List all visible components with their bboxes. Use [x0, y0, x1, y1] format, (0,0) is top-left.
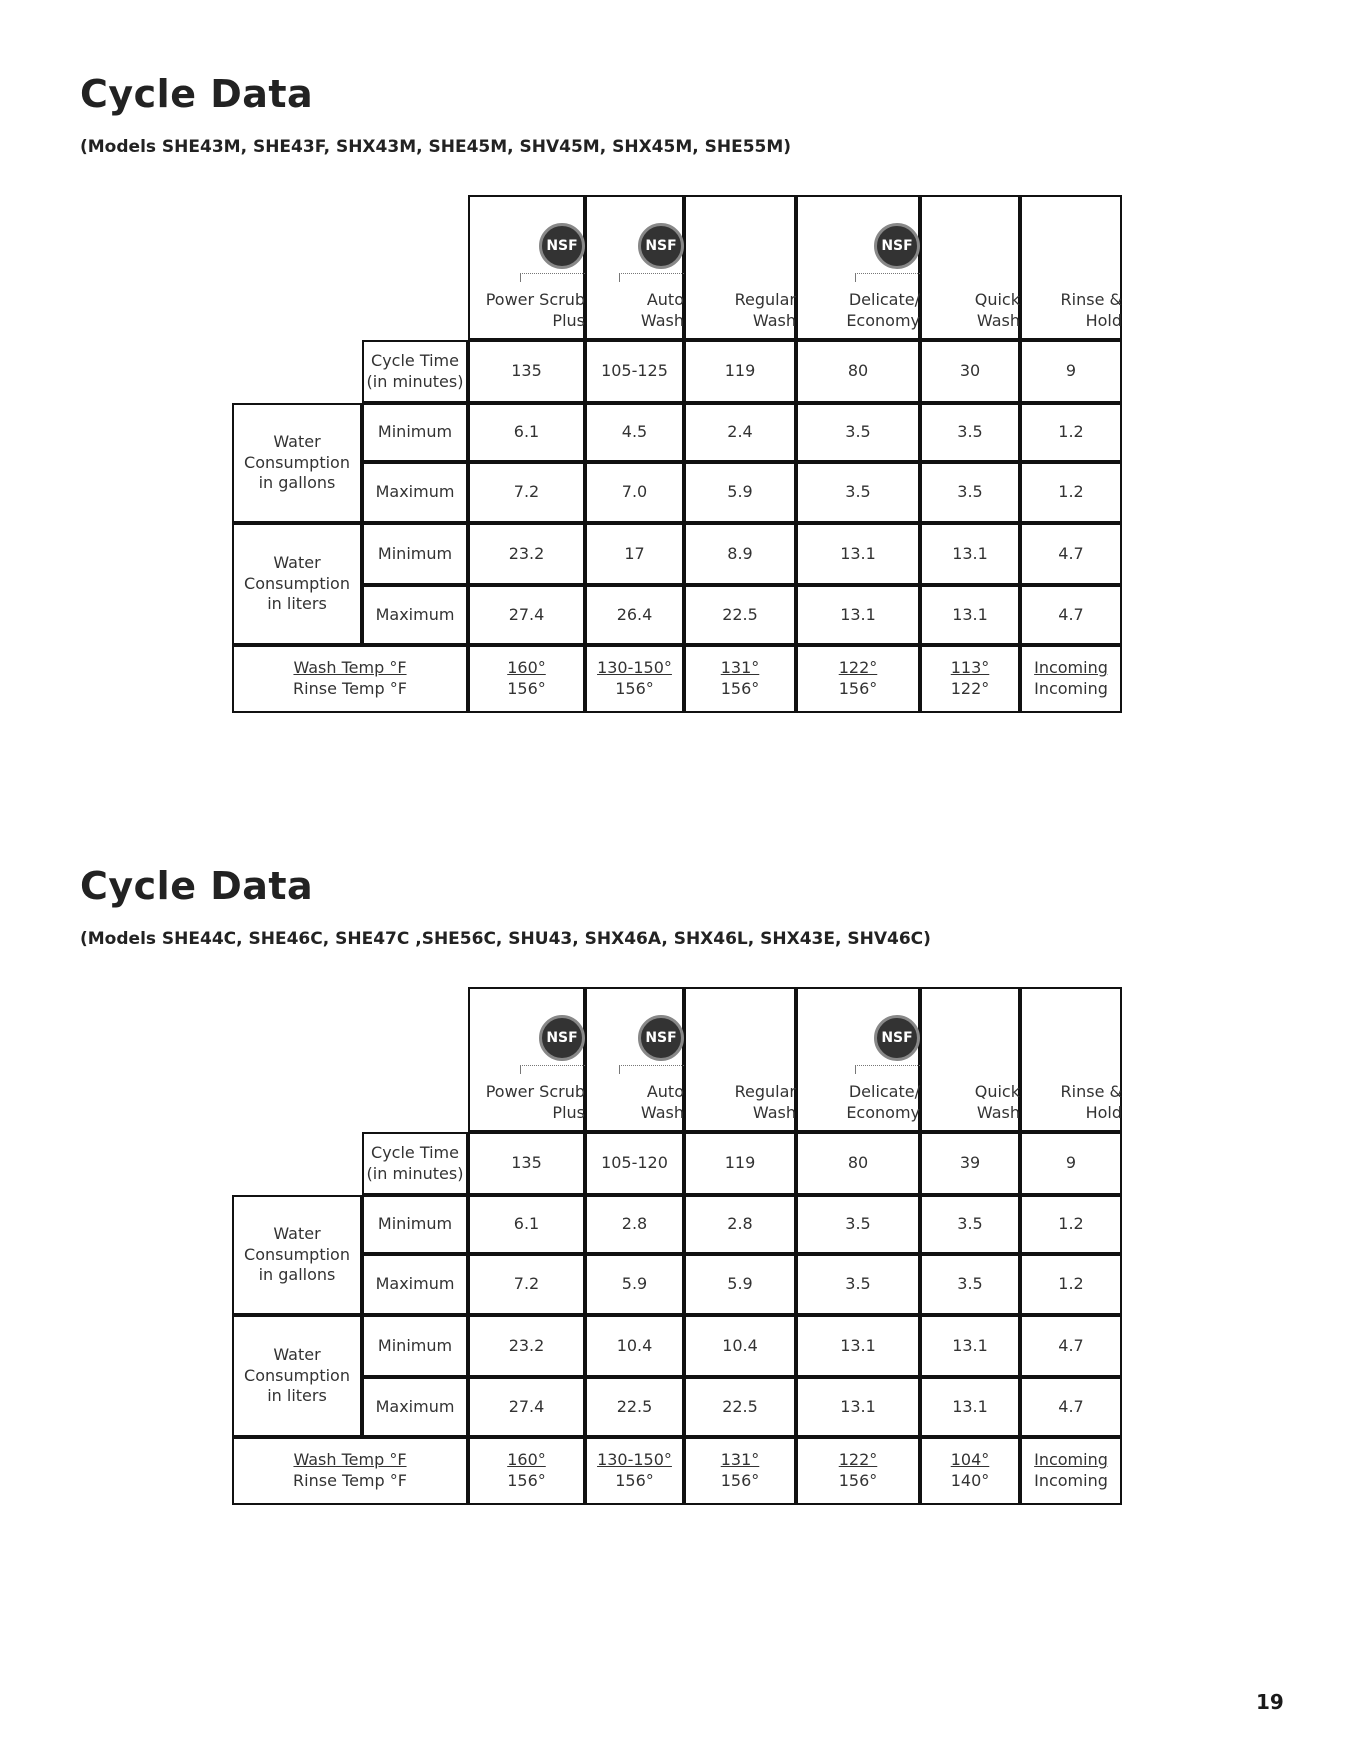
liters-max-value: [684, 585, 796, 645]
max-label: [362, 1254, 468, 1315]
liters-group-label-line: Consumption: [244, 573, 350, 593]
gallons-group-label-line: Consumption: [244, 452, 350, 472]
liters-group-label-line: Water: [273, 552, 321, 572]
liters-max-value: [684, 1377, 796, 1437]
liters-min-value: [920, 523, 1020, 585]
liters-max-value-text: 13.1: [952, 604, 988, 624]
cycle-time-value-text: 80: [847, 1153, 869, 1173]
nsf-certified-icon: NSF: [638, 1015, 684, 1061]
column-label: Delicate/: [848, 290, 920, 310]
gallons-min-value: [796, 1195, 920, 1254]
gallons-max-value: [684, 462, 796, 523]
gallons-min-value-text: 3.5: [845, 422, 871, 442]
temp-value-line: 131°: [720, 1450, 760, 1470]
cycle-time-value-text: 30: [959, 361, 981, 381]
cycle-time-label-line: Cycle Time: [371, 1142, 459, 1162]
liters-max-value: [1020, 1377, 1122, 1437]
gallons-group-label-line: in gallons: [258, 473, 336, 493]
liters-max-value-text: 13.1: [840, 604, 876, 624]
min-label: [362, 1195, 468, 1254]
column-label: Hold: [1085, 311, 1122, 331]
temp-value-line: 104°: [950, 1450, 990, 1470]
column-label: Wash: [640, 1103, 684, 1123]
cycle-time-value: [585, 1132, 684, 1195]
cycle-time-value-text: 9: [1065, 1153, 1077, 1173]
cycle-time-value: [796, 340, 920, 403]
gallons-min-value: [1020, 1195, 1122, 1254]
liters-min-value-text: 8.9: [727, 543, 753, 563]
gallons-max-value-text: 5.9: [727, 482, 753, 502]
gallons-group-label-line: Consumption: [244, 1244, 350, 1264]
nsf-caption-mark: [855, 1065, 920, 1074]
models-list: (Models SHE44C, SHE46C, SHE47C ,SHE56C, SHU43, SHX46A, SHX46L, SHX43E, SHV46C): [80, 929, 931, 949]
liters-min-value-text: 4.7: [1058, 543, 1084, 563]
cycle-time-value-text: 105-120: [601, 1153, 668, 1173]
cycle-time-value-text: 119: [724, 1153, 756, 1173]
column-header: [796, 195, 920, 340]
temp-value-line: 160°: [507, 1450, 546, 1470]
liters-group-label-line: in liters: [267, 1386, 327, 1406]
cycle-time-value: [920, 1132, 1020, 1195]
liters-min-value-text: 10.4: [616, 1335, 653, 1355]
gallons-min-value: [468, 403, 585, 462]
column-label: Economy: [846, 1103, 920, 1123]
cycle-time-value-text: 135: [511, 361, 542, 381]
gallons-max-value-text: 7.0: [621, 482, 648, 502]
nsf-certified-icon: NSF: [539, 223, 585, 269]
cycle-time-value-text: 39: [959, 1153, 981, 1173]
column-header: [920, 195, 1020, 340]
gallons-max-value-text: 1.2: [1058, 1274, 1084, 1294]
gallons-max-value: [468, 462, 585, 523]
liters-max-value: [920, 1377, 1020, 1437]
column-label: Regular: [734, 290, 796, 310]
temp-label: [232, 645, 468, 713]
gallons-min-value-text: 3.5: [845, 1214, 871, 1234]
max-label-text: Maximum: [375, 482, 455, 502]
temp-value-line: Incoming: [1034, 679, 1108, 698]
temp-value: [468, 1437, 585, 1505]
liters-max-value-text: 27.4: [508, 604, 545, 624]
liters-min-value: [585, 523, 684, 585]
cycle-time-value: [796, 1132, 920, 1195]
min-label-text: Minimum: [377, 1335, 453, 1355]
gallons-group-label-line: Water: [273, 1223, 321, 1243]
section-title: Cycle Data: [80, 72, 314, 116]
temp-value-line: 156°: [507, 1471, 546, 1490]
liters-min-value-text: 10.4: [722, 1335, 758, 1355]
liters-max-value-text: 4.7: [1058, 604, 1084, 624]
liters-max-value-text: 27.4: [508, 1396, 545, 1416]
liters-max-value: [920, 585, 1020, 645]
nsf-caption-mark: [619, 1065, 684, 1074]
liters-min-value: [920, 1315, 1020, 1377]
cycle-time-label-line: (in minutes): [366, 1163, 464, 1183]
gallons-group-label: [232, 1195, 362, 1315]
gallons-max-value-text: 7.2: [513, 482, 540, 502]
temp-value: [585, 1437, 684, 1505]
cycle-time-value: [684, 340, 796, 403]
temp-label-line: Wash Temp °F: [293, 658, 407, 678]
liters-min-value: [585, 1315, 684, 1377]
gallons-min-value: [796, 403, 920, 462]
temp-value-line: 156°: [838, 1471, 878, 1490]
gallons-min-value-text: 4.5: [621, 422, 648, 442]
temp-value-line: 130-150°: [597, 1450, 672, 1470]
liters-max-value-text: 4.7: [1058, 1396, 1084, 1416]
liters-group-label: [232, 523, 362, 645]
temp-label: [232, 1437, 468, 1505]
gallons-max-value: [585, 462, 684, 523]
gallons-max-value-text: 3.5: [957, 482, 983, 502]
gallons-min-value-text: 3.5: [957, 1214, 983, 1234]
liters-max-value: [796, 585, 920, 645]
gallons-min-value-text: 2.4: [727, 422, 753, 442]
liters-max-value: [585, 585, 684, 645]
liters-max-value: [468, 585, 585, 645]
gallons-max-value: [1020, 462, 1122, 523]
nsf-certified-icon: NSF: [539, 1015, 585, 1061]
gallons-max-value: [796, 1254, 920, 1315]
temp-value-line: 122°: [838, 658, 878, 678]
temp-value: [684, 1437, 796, 1505]
temp-value-line: 122°: [838, 1450, 878, 1470]
liters-min-value-text: 13.1: [952, 1335, 988, 1355]
gallons-min-value-text: 3.5: [957, 422, 983, 442]
temp-value-line: 156°: [720, 1471, 760, 1490]
max-label-text: Maximum: [375, 1274, 455, 1294]
temp-value-line: 131°: [720, 658, 760, 678]
cycle-time-label-line: (in minutes): [366, 371, 464, 391]
column-label: Wash: [976, 311, 1020, 331]
temp-value-line: 156°: [615, 1471, 654, 1490]
temp-label-line: Wash Temp °F: [293, 1450, 407, 1470]
cycle-time-value: [1020, 1132, 1122, 1195]
cycle-time-value-text: 9: [1065, 361, 1077, 381]
column-label: Plus: [552, 311, 585, 331]
gallons-max-value-text: 3.5: [957, 1274, 983, 1294]
liters-max-value: [468, 1377, 585, 1437]
liters-max-value-text: 22.5: [722, 1396, 758, 1416]
temp-value: [796, 645, 920, 713]
temp-label-line: Rinse Temp °F: [293, 1471, 407, 1490]
liters-min-value: [1020, 523, 1122, 585]
column-label: Wash: [976, 1103, 1020, 1123]
gallons-max-value: [684, 1254, 796, 1315]
gallons-max-value-text: 7.2: [513, 1274, 540, 1294]
column-label: Regular: [734, 1082, 796, 1102]
gallons-max-value: [1020, 1254, 1122, 1315]
liters-min-value-text: 13.1: [840, 543, 876, 563]
gallons-min-value: [920, 1195, 1020, 1254]
temp-value: [1020, 1437, 1122, 1505]
liters-max-value-text: 13.1: [952, 1396, 988, 1416]
gallons-min-value-text: 2.8: [621, 1214, 648, 1234]
gallons-max-value-text: 1.2: [1058, 482, 1084, 502]
liters-max-value: [585, 1377, 684, 1437]
nsf-certified-icon: NSF: [874, 1015, 920, 1061]
column-label: Wash: [752, 1103, 796, 1123]
gallons-min-value: [684, 1195, 796, 1254]
column-header: [1020, 195, 1122, 340]
column-label: Power Scrub: [485, 290, 585, 310]
column-label: Power Scrub: [485, 1082, 585, 1102]
gallons-max-value: [796, 462, 920, 523]
gallons-max-value-text: 3.5: [845, 482, 871, 502]
max-label: [362, 462, 468, 523]
max-label-text: Maximum: [375, 604, 455, 624]
temp-value: [468, 645, 585, 713]
column-header: [684, 195, 796, 340]
column-header: [684, 987, 796, 1132]
temp-value: [1020, 645, 1122, 713]
column-label: Auto: [646, 1082, 684, 1102]
liters-max-value-text: 13.1: [840, 1396, 876, 1416]
liters-group-label-line: Water: [273, 1344, 321, 1364]
gallons-group-label-line: in gallons: [258, 1265, 336, 1285]
column-label: Rinse &: [1060, 1082, 1122, 1102]
temp-label-line: Rinse Temp °F: [293, 679, 407, 698]
min-label-text: Minimum: [377, 543, 453, 563]
gallons-max-value-text: 5.9: [621, 1274, 648, 1294]
column-label: Economy: [846, 311, 920, 331]
liters-min-value: [1020, 1315, 1122, 1377]
max-label-text: Maximum: [375, 1396, 455, 1416]
liters-min-value-text: 13.1: [840, 1335, 876, 1355]
temp-value-line: 140°: [950, 1471, 990, 1490]
liters-max-value-text: 26.4: [616, 604, 653, 624]
column-label: Auto: [646, 290, 684, 310]
liters-min-value: [468, 1315, 585, 1377]
column-header: [468, 195, 585, 340]
max-label: [362, 1377, 468, 1437]
column-header: [920, 987, 1020, 1132]
liters-group-label-line: Consumption: [244, 1365, 350, 1385]
column-header: [468, 987, 585, 1132]
nsf-caption-mark: [855, 273, 920, 282]
cycle-time-value: [684, 1132, 796, 1195]
column-header: [585, 987, 684, 1132]
column-label: Delicate/: [848, 1082, 920, 1102]
nsf-caption-mark: [520, 273, 585, 282]
liters-group-label: [232, 1315, 362, 1437]
column-label: Rinse &: [1060, 290, 1122, 310]
section-title: Cycle Data: [80, 864, 314, 908]
temp-value-line: Incoming: [1034, 1471, 1108, 1490]
liters-min-value: [684, 1315, 796, 1377]
gallons-min-value: [684, 403, 796, 462]
column-label: Wash: [752, 311, 796, 331]
gallons-max-value-text: 3.5: [845, 1274, 871, 1294]
cycle-time-value-text: 135: [511, 1153, 542, 1173]
gallons-max-value: [468, 1254, 585, 1315]
gallons-min-value: [585, 1195, 684, 1254]
min-label: [362, 1315, 468, 1377]
page-number: 19: [1256, 1690, 1284, 1714]
temp-value-line: Incoming: [1034, 658, 1108, 678]
column-label: Wash: [640, 311, 684, 331]
models-list: (Models SHE43M, SHE43F, SHX43M, SHE45M, SHV45M, SHX45M, SHE55M): [80, 137, 792, 157]
liters-min-value-text: 4.7: [1058, 1335, 1084, 1355]
cycle-time-value: [468, 1132, 585, 1195]
temp-value-line: 156°: [615, 679, 654, 698]
temp-value: [920, 645, 1020, 713]
liters-min-value-text: 23.2: [508, 1335, 545, 1355]
gallons-min-value-text: 1.2: [1058, 1214, 1084, 1234]
gallons-max-value-text: 5.9: [727, 1274, 753, 1294]
column-label: Hold: [1085, 1103, 1122, 1123]
liters-max-value-text: 22.5: [616, 1396, 653, 1416]
nsf-certified-icon: NSF: [874, 223, 920, 269]
temp-value-line: 156°: [838, 679, 878, 698]
liters-min-value-text: 23.2: [508, 543, 545, 563]
column-label: Quick: [974, 1082, 1020, 1102]
column-header: [1020, 987, 1122, 1132]
temp-value-line: 160°: [507, 658, 546, 678]
gallons-max-value: [920, 1254, 1020, 1315]
cycle-time-value-text: 80: [847, 361, 869, 381]
liters-min-value: [796, 523, 920, 585]
nsf-caption-mark: [619, 273, 684, 282]
cycle-time-label: [362, 1132, 468, 1195]
gallons-min-value: [585, 403, 684, 462]
nsf-certified-icon: NSF: [638, 223, 684, 269]
temp-value: [684, 645, 796, 713]
gallons-min-value-text: 1.2: [1058, 422, 1084, 442]
cycle-time-value: [468, 340, 585, 403]
liters-max-value-text: 22.5: [722, 604, 758, 624]
cycle-time-value: [585, 340, 684, 403]
gallons-max-value: [585, 1254, 684, 1315]
min-label: [362, 523, 468, 585]
gallons-min-value: [468, 1195, 585, 1254]
nsf-caption-mark: [520, 1065, 585, 1074]
temp-value-line: 130-150°: [597, 658, 672, 678]
liters-min-value: [468, 523, 585, 585]
gallons-min-value: [920, 403, 1020, 462]
gallons-min-value-text: 6.1: [513, 422, 540, 442]
gallons-min-value-text: 2.8: [727, 1214, 753, 1234]
min-label: [362, 403, 468, 462]
liters-max-value: [1020, 585, 1122, 645]
gallons-min-value-text: 6.1: [513, 1214, 540, 1234]
column-header: [585, 195, 684, 340]
temp-value-line: Incoming: [1034, 1450, 1108, 1470]
liters-min-value-text: 13.1: [952, 543, 988, 563]
liters-min-value-text: 17: [624, 543, 645, 563]
column-header: [796, 987, 920, 1132]
liters-max-value: [796, 1377, 920, 1437]
column-label: Plus: [552, 1103, 585, 1123]
temp-value: [796, 1437, 920, 1505]
cycle-time-value-text: 119: [724, 361, 756, 381]
cycle-time-label-line: Cycle Time: [371, 350, 459, 370]
min-label-text: Minimum: [377, 1214, 453, 1234]
min-label-text: Minimum: [377, 422, 453, 442]
max-label: [362, 585, 468, 645]
gallons-min-value: [1020, 403, 1122, 462]
temp-value-line: 113°: [950, 658, 990, 678]
cycle-time-value: [1020, 340, 1122, 403]
temp-value: [920, 1437, 1020, 1505]
cycle-time-label: [362, 340, 468, 403]
liters-group-label-line: in liters: [267, 594, 327, 614]
liters-min-value: [796, 1315, 920, 1377]
cycle-time-value-text: 105-125: [601, 361, 668, 381]
temp-value-line: 156°: [720, 679, 760, 698]
temp-value: [585, 645, 684, 713]
gallons-group-label: [232, 403, 362, 523]
temp-value-line: 156°: [507, 679, 546, 698]
cycle-time-value: [920, 340, 1020, 403]
gallons-max-value: [920, 462, 1020, 523]
column-label: Quick: [974, 290, 1020, 310]
gallons-group-label-line: Water: [273, 431, 321, 451]
temp-value-line: 122°: [950, 679, 990, 698]
liters-min-value: [684, 523, 796, 585]
